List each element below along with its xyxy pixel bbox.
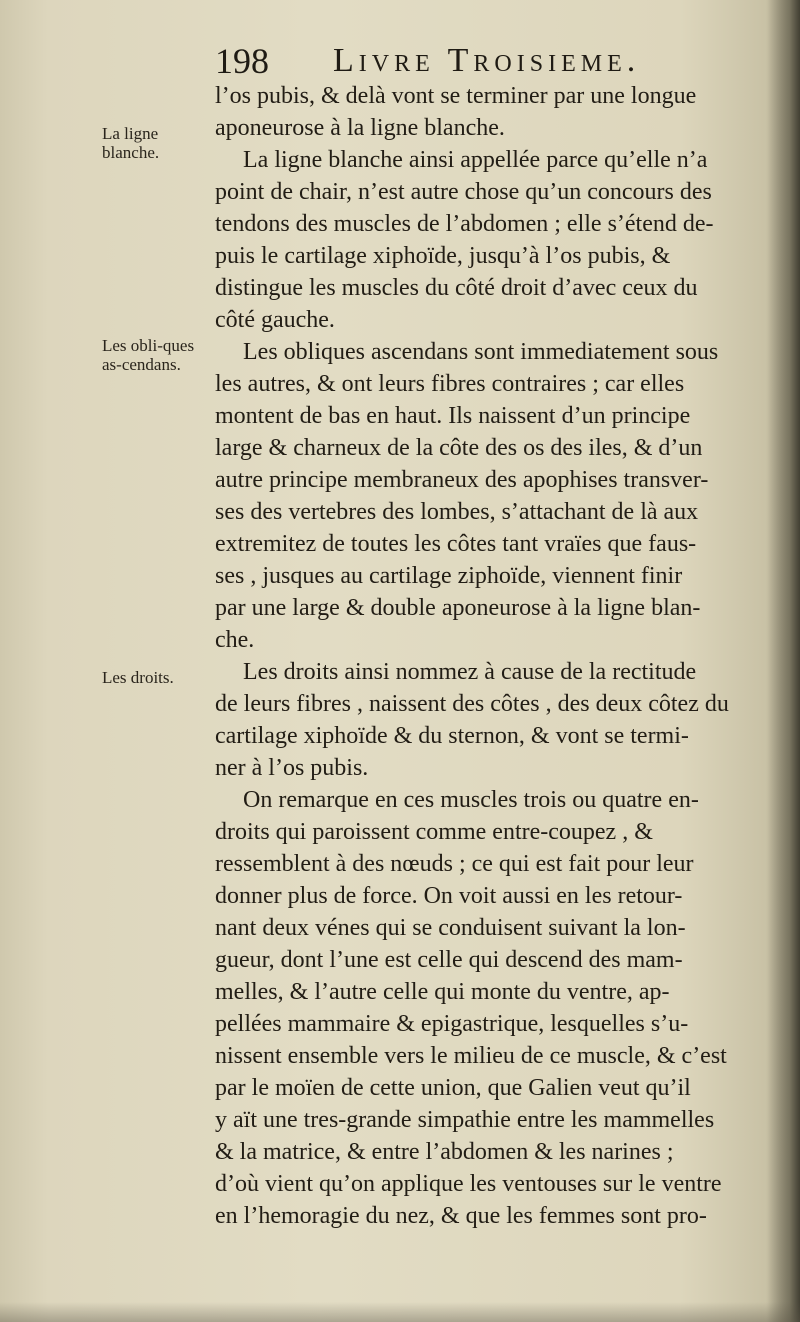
text-line: large & charneux de la côte des os des iles, & d’un — [215, 435, 703, 461]
text-line: che. — [215, 627, 255, 653]
text-line: côté gauche. — [215, 307, 335, 333]
page-header — [215, 40, 775, 82]
text-line: nissent ensemble vers le milieu de ce muscle, & c’est — [215, 1043, 727, 1069]
text-line: par une large & double aponeurose à la ligne blan- — [215, 595, 701, 621]
text-line: aponeurose à la ligne blanche. — [215, 115, 505, 141]
text-line: tendons des muscles de l’abdomen ; elle s’étend de- — [215, 211, 714, 237]
text-line: ressemblent à des nœuds ; ce qui est fait pour leur — [215, 851, 694, 877]
text-line: y aït une tres-grande simpathie entre les mammelles — [215, 1107, 715, 1133]
text-line: d’où vient qu’on applique les ventouses sur le ventre — [215, 1171, 722, 1197]
text-line: On remarque en ces muscles trois ou quatre en- — [243, 787, 699, 813]
text-line: puis le cartilage xiphoïde, jusqu’à l’os pubis, & — [215, 243, 671, 269]
text-line: droits qui paroissent comme entre-coupez , & — [215, 819, 653, 845]
text-line: l’os pubis, & delà vont se terminer par une longue — [215, 83, 697, 109]
running-head: Livre Troisieme. — [333, 42, 641, 79]
text-line: ner à l’os pubis. — [215, 755, 369, 781]
text-line: point de chair, n’est autre chose qu’un concours des — [215, 179, 712, 205]
text-line: gueur, dont l’une est celle qui descend des mam- — [215, 947, 683, 973]
text-line: distingue les muscles du côté droit d’avec ceux du — [215, 275, 698, 301]
page-number: 198 — [215, 41, 269, 81]
page-gutter-shadow — [766, 0, 800, 1322]
margin-note-ligne-blanche: La ligne blanche. — [102, 124, 160, 162]
text-line: montent de bas en haut. Ils naissent d’un principe — [215, 403, 691, 429]
text-line: ses , jusques au cartilage ziphoïde, viennent finir — [215, 563, 683, 589]
text-line: melles, & l’autre celle qui monte du ventre, ap- — [215, 979, 670, 1005]
text-line: Les droits ainsi nommez à cause de la rectitude — [243, 659, 697, 685]
text-line: par le moïen de cette union, que Galien veut qu’il — [215, 1075, 691, 1101]
text-line: & la matrice, & entre l’abdomen & les narines ; — [215, 1139, 674, 1165]
text-line: les autres, & ont leurs fibres contraires ; car elles — [215, 371, 685, 397]
text-line: Les obliques ascendans sont immediatement sous — [243, 339, 719, 365]
text-line: de leurs fibres , naissent des côtes , des deux côtez du — [215, 691, 729, 717]
text-line: extremitez de toutes les côtes tant vraïes que faus- — [215, 531, 697, 557]
margin-note-obliques-ascendans: Les obli-ques as-cendans. — [102, 336, 195, 374]
text-line: cartilage xiphoïde & du sternon, & vont se termi- — [215, 723, 689, 749]
text-line: en l’hemoragie du nez, & que les femmes sont pro- — [215, 1203, 707, 1229]
page-bottom-shadow — [0, 1302, 800, 1322]
text-line: autre principe membraneux des apophises transver- — [215, 467, 709, 493]
text-line: pellées mammaire & epigastrique, lesquelles s’u- — [215, 1011, 689, 1037]
text-line: ses des vertebres des lombes, s’attachant de là aux — [215, 499, 699, 525]
margin-note-droits: Les droits. — [102, 668, 174, 687]
text-line: nant deux vénes qui se conduisent suivant la lon- — [215, 915, 686, 941]
text-line: La ligne blanche ainsi appellée parce qu’elle n’a — [243, 147, 708, 173]
text-line: donner plus de force. On voit aussi en les retour- — [215, 883, 683, 909]
